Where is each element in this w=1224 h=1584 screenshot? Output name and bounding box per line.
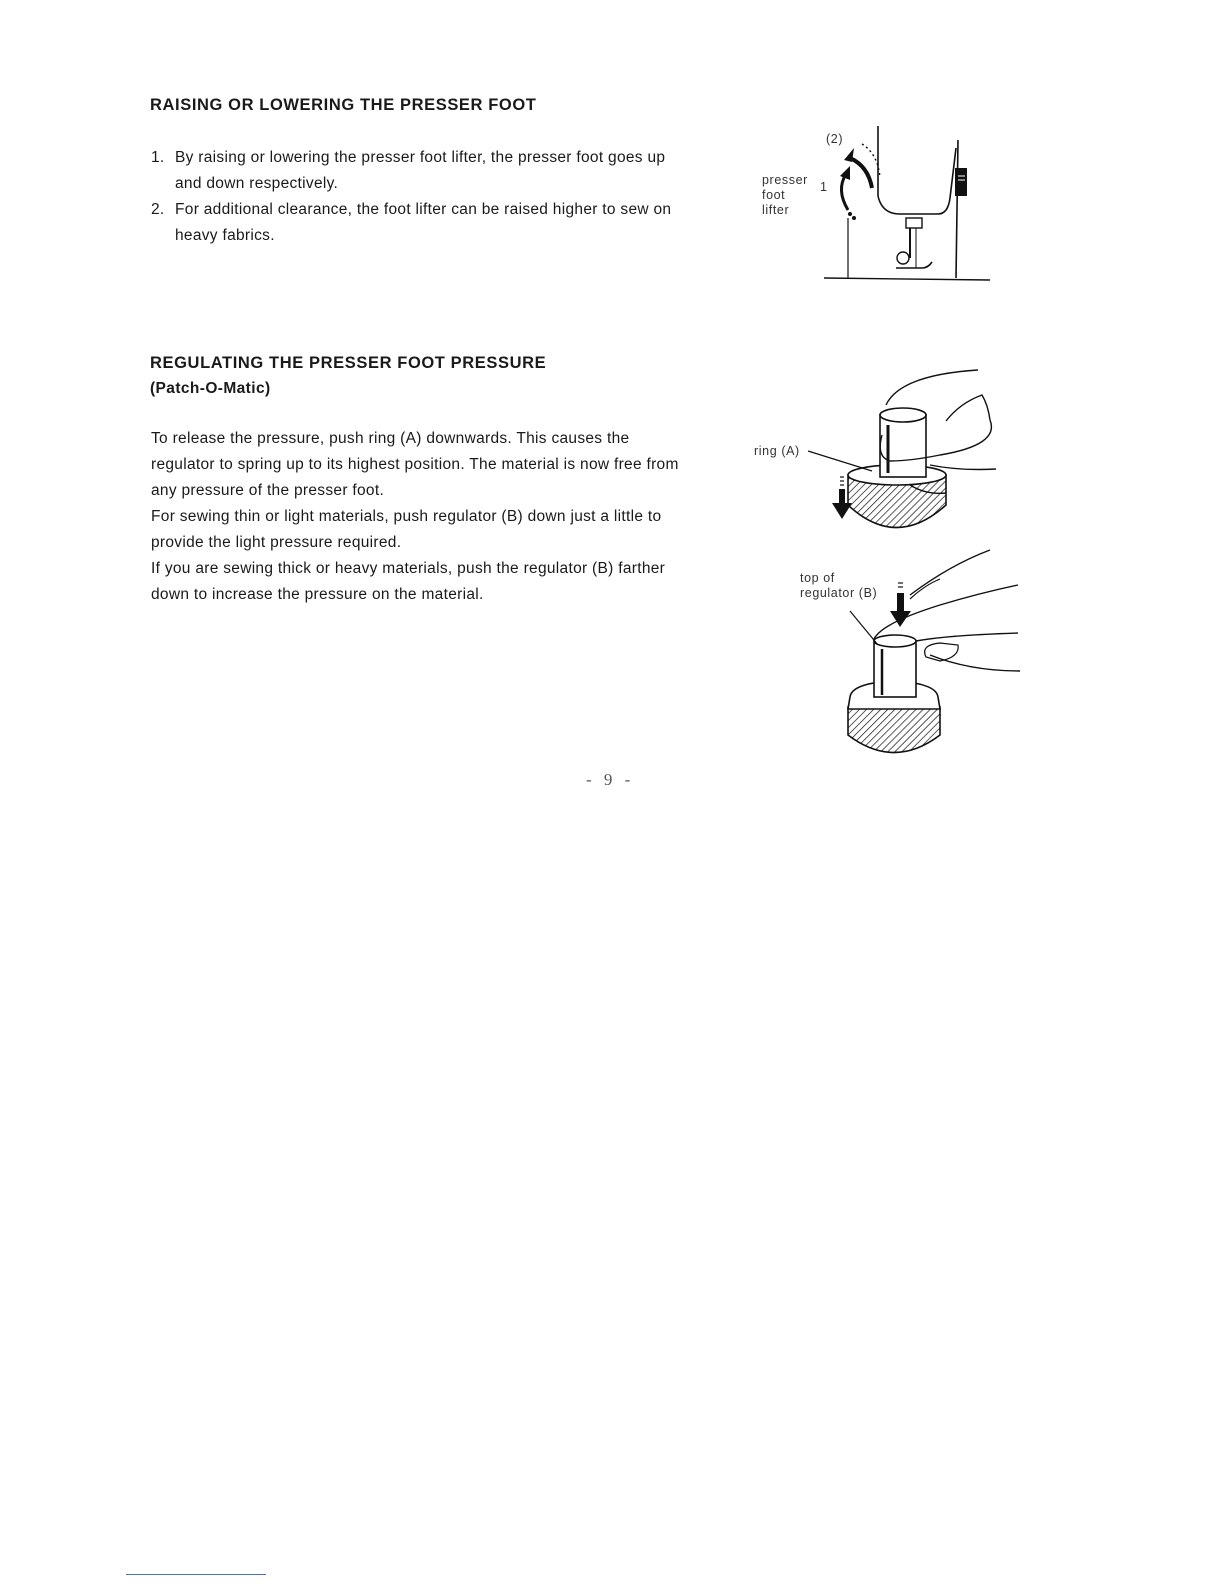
list-item-number: 1. — [151, 149, 165, 166]
regulator-b-figure — [790, 545, 1020, 755]
paragraph: To release the pressure, push ring (A) downwards. This causes the regulator to spring up to its highest position. The material is now free from any pressure of the presser foot. — [151, 430, 679, 499]
position-2-label: (2) — [826, 132, 844, 146]
footer-divider — [126, 1574, 266, 1575]
instruction-list — [151, 145, 685, 249]
list-item-text: By raising or lowering the presser foot lifter, the presser foot goes up and down respectively. — [175, 149, 666, 192]
position-1-label: 1 — [820, 180, 828, 194]
paragraph: For sewing thin or light materials, push regulator (B) down just a little to provide the light pressure required. — [151, 508, 662, 551]
top-of-regulator-label: top of regulator (B) — [800, 571, 878, 600]
list-item-text: For additional clearance, the foot lifter can be raised higher to sew on heavy fabrics. — [175, 201, 672, 244]
section-subheading: (Patch-O-Matic) — [150, 380, 271, 397]
list-item — [151, 145, 685, 197]
page-number: - 9 - — [586, 770, 635, 789]
ring-a-figure — [750, 365, 1020, 535]
ring-a-label: ring (A) — [754, 444, 800, 458]
presser-foot-lifter-figure — [750, 118, 1000, 288]
paragraph: If you are sewing thick or heavy materials, push the regulator (B) farther down to increase the pressure on the material. — [151, 560, 666, 603]
section-heading-regulating-pressure: REGULATING THE PRESSER FOOT PRESSURE — [150, 354, 547, 372]
list-item-number: 2. — [151, 201, 165, 218]
instruction-paragraphs — [151, 426, 685, 608]
presser-foot-lifter-label: presser foot lifter — [762, 173, 808, 217]
list-item — [151, 197, 685, 249]
section-heading-raising-lowering: RAISING OR LOWERING THE PRESSER FOOT — [150, 96, 537, 114]
